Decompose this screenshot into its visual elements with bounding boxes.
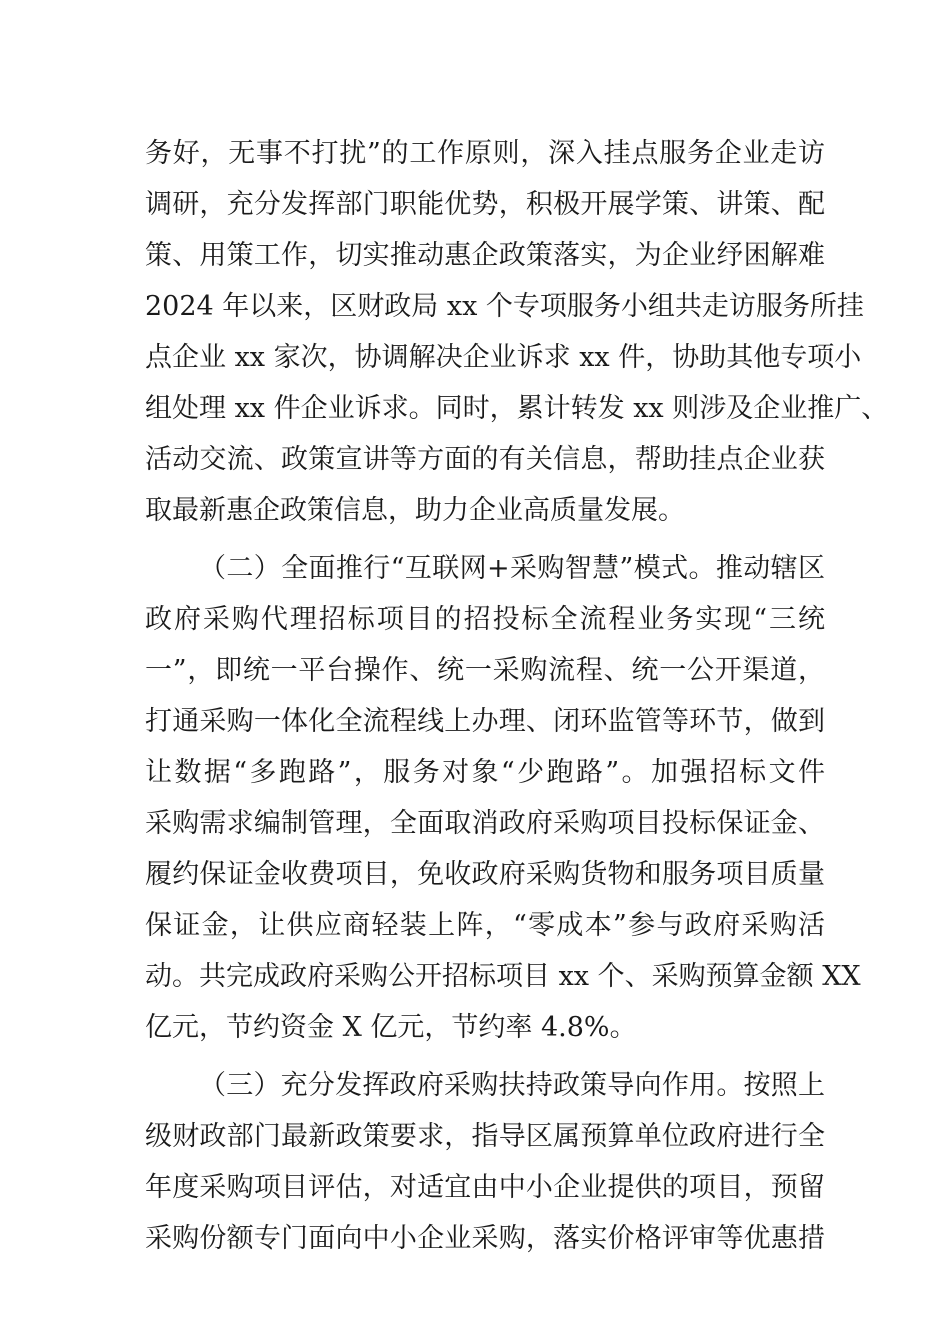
paragraph-2 <box>145 543 861 1053</box>
paragraph-line: 策、用策工作，切实推动惠企政策落实，为企业纾困解难 <box>145 240 825 271</box>
document-body <box>145 128 889 1271</box>
paragraph-line: 务好，无事不打扰”的工作原则，深入挂点服务企业走访 <box>145 138 825 169</box>
paragraph-line: 动。共完成政府采购公开招标项目 xx 个、采购预算金额 XX <box>145 961 861 992</box>
paragraph-line: 保证金，让供应商轻装上阵，“零成本”参与政府采购活 <box>145 910 825 941</box>
paragraph-line: 打通采购一体化全流程线上办理、闭环监管等环节，做到 <box>145 706 825 737</box>
paragraph-line: 2024 年以来，区财政局 xx 个专项服务小组共走访服务所挂 <box>145 291 864 322</box>
paragraph-line: 级财政部门最新政策要求，指导区属预算单位政府进行全 <box>145 1121 825 1152</box>
paragraph-line: 取最新惠企政策信息，助力企业高质量发展。 <box>145 495 685 526</box>
paragraph-line: 调研，充分发挥部门职能优势，积极开展学策、讲策、配 <box>145 189 825 220</box>
paragraph-line: （二）全面推行“互联网+采购智慧”模式。推动辖区 <box>199 553 825 584</box>
paragraph-line: 点企业 xx 家次，协调解决企业诉求 xx 件，协助其他专项小 <box>145 342 862 373</box>
paragraph-line: 年度采购项目评估，对适宜由中小企业提供的项目，预留 <box>145 1172 825 1203</box>
paragraph-line: 组处理 xx 件企业诉求。同时，累计转发 xx 则涉及企业推广、 <box>145 393 889 424</box>
paragraph-1 <box>145 128 889 536</box>
paragraph-line: 政府采购代理招标项目的招投标全流程业务实现“三统 <box>145 604 825 635</box>
paragraph-line: 一”，即统一平台操作、统一采购流程、统一公开渠道， <box>145 655 825 686</box>
paragraph-line: 亿元，节约资金 X 亿元，节约率 4.8%。 <box>145 1012 637 1043</box>
paragraph-line: 履约保证金收费项目，免收政府采购货物和服务项目质量 <box>145 859 825 890</box>
paragraph-line: 采购份额专门面向中小企业采购，落实价格评审等优惠措 <box>145 1223 825 1254</box>
paragraph-line: 采购需求编制管理，全面取消政府采购项目投标保证金、 <box>145 808 825 839</box>
paragraph-line: 让数据“多跑路”，服务对象“少跑路”。加强招标文件 <box>145 757 825 788</box>
paragraph-line: （三）充分发挥政府采购扶持政策导向作用。按照上 <box>199 1070 825 1101</box>
paragraph-3 <box>145 1060 825 1264</box>
paragraph-line: 活动交流、政策宣讲等方面的有关信息，帮助挂点企业获 <box>145 444 825 475</box>
